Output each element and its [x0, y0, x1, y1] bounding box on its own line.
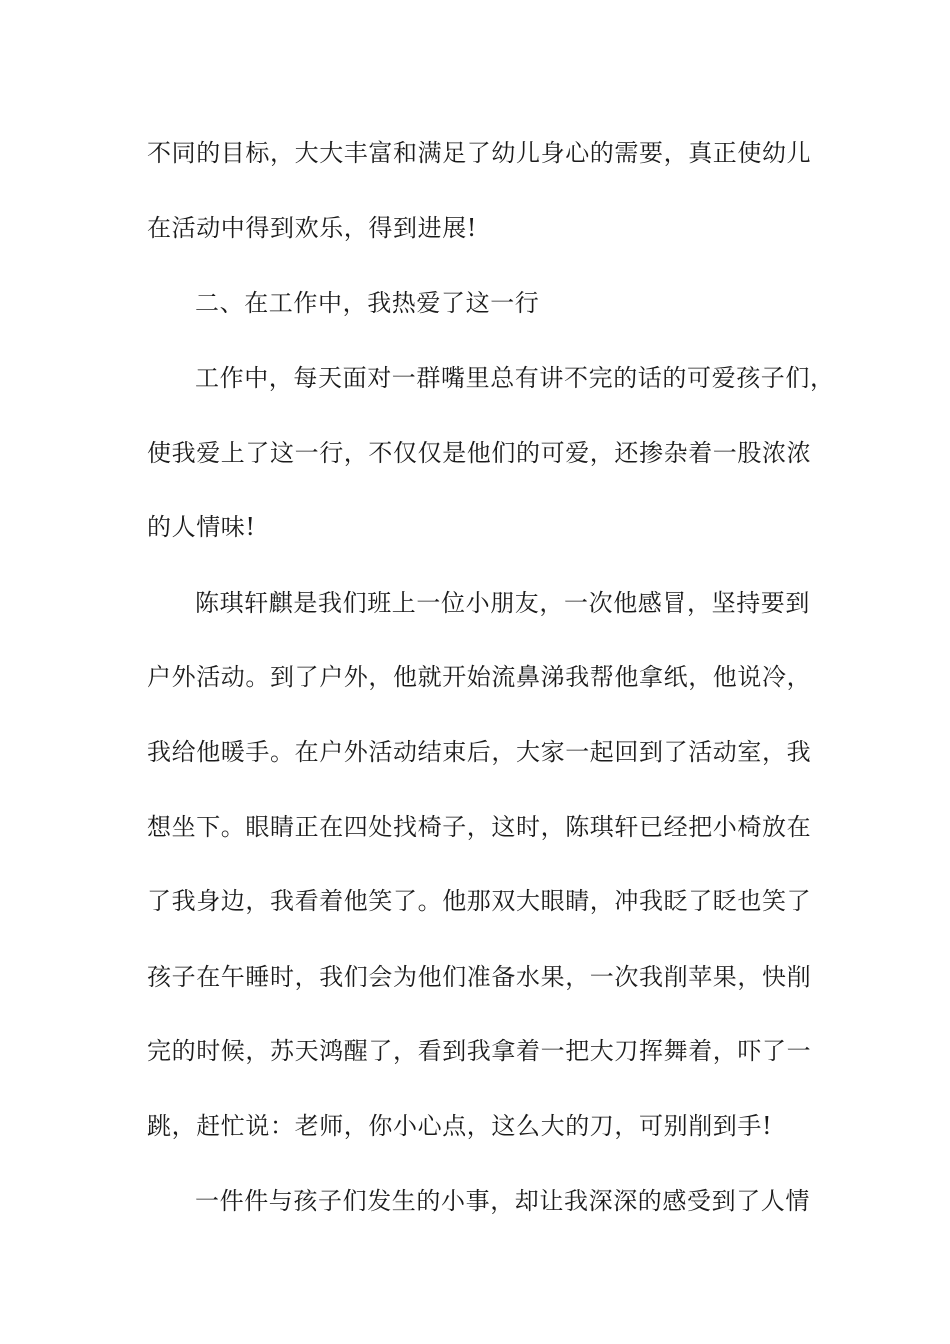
text-line: 使我爱上了这一行，不仅仅是他们的可爱，还掺杂着一股浓浓: [147, 439, 812, 467]
text-line: 在活动中得到欢乐，得到进展!: [147, 214, 478, 242]
text-line: 不同的目标，大大丰富和满足了幼儿身心的需要，真正使幼儿: [147, 139, 812, 167]
text-line: 陈琪轩麒是我们班上一位小朋友，一次他感冒，坚持要到: [195, 589, 810, 617]
text-line: 一件件与孩子们发生的小事，却让我深深的感受到了人情: [195, 1187, 810, 1215]
section-heading: 二、在工作中，我热爱了这一行: [195, 289, 540, 317]
text-line: 的人情味!: [147, 513, 256, 541]
text-line: 跳，赶忙说：老师，你小心点，这么大的刀，可别削到手!: [147, 1112, 773, 1140]
text-line: 孩子在午睡时，我们会为他们准备水果，一次我削苹果，快削: [147, 963, 812, 991]
text-line: 我给他暖手。在户外活动结束后，大家一起回到了活动室，我: [147, 738, 812, 766]
text-line: 工作中，每天面对一群嘴里总有讲不完的话的可爱孩子们，: [195, 364, 835, 392]
text-line: 想坐下。眼睛正在四处找椅子，这时，陈琪轩已经把小椅放在: [147, 813, 812, 841]
text-line: 完的时候，苏天鸿醒了，看到我拿着一把大刀挥舞着，吓了一: [147, 1037, 812, 1065]
text-line: 了我身边，我看着他笑了。他那双大眼睛，冲我眨了眨也笑了: [147, 887, 812, 915]
text-line: 户外活动。到了户外，他就开始流鼻涕我帮他拿纸，他说冷，: [147, 663, 812, 691]
